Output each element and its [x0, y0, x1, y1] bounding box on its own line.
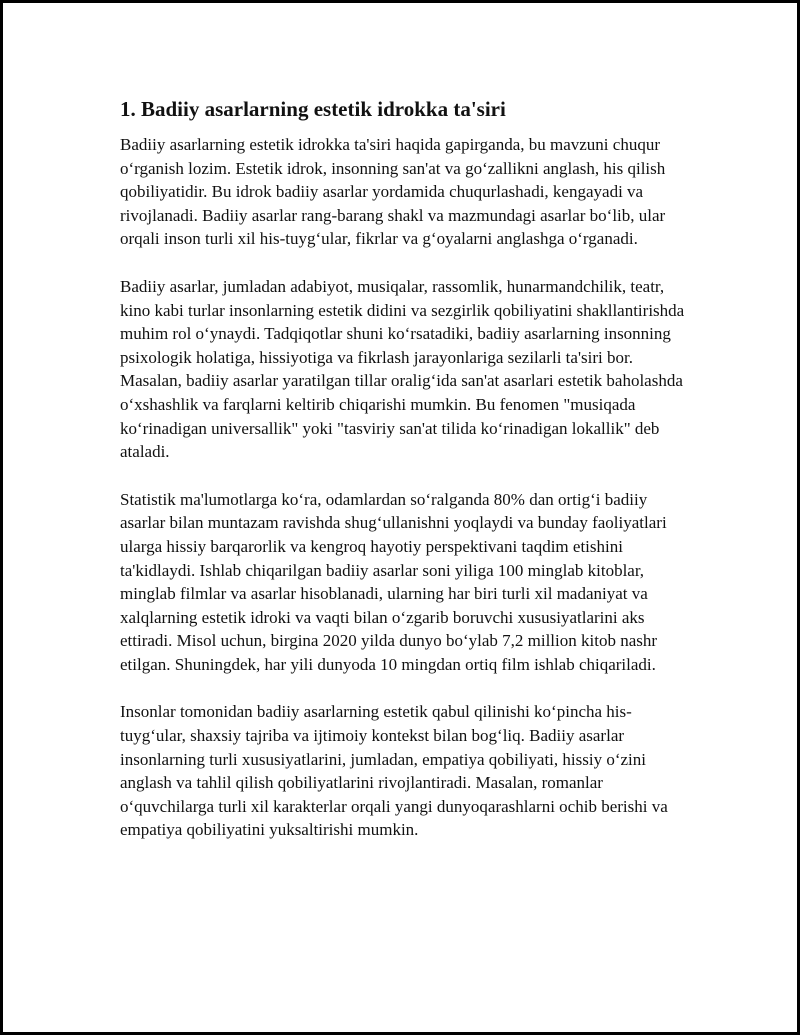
paragraph-2: Badiiy asarlar, jumladan adabiyot, musiqalar, rassomlik, hunarmandchilik, teatr, kino kabi turlar insonlarning estetik didini va sezgirlik qobiliyatini shakllantirishda muhim rol o‘ynaydi. Tadqiqotlar shuni ko‘rsatadiki, badiiy asarlarning insonning psixologik holatiga, hissiyotiga va fikrlash jarayonlariga sezilarli ta'siri bor. Masalan, badiiy asarlar yaratilgan tillar oralig‘ida san'at asarlari estetik baholashda o‘xshashlik va farqlarni keltirib chiqarishi mumkin. Bu fenomen "musiqada ko‘rinadigan universallik" yoki "tasviriy san'at tilida ko‘rinadigan lokallik" deb ataladi.: [120, 276, 685, 462]
paragraph-1: Badiiy asarlarning estetik idrokka ta'siri haqida gapirganda, bu mavzuni chuqur o‘rganish lozim. Estetik idrok, insonning san'at va go‘zallikni anglash, his qilish qobiliyatidir. Bu idrok badiiy asarlar yordamida chuqurlashadi, kengayadi va rivojlanadi. Badiiy asarlar rang-barang shakl va mazmundagi asarlar bo‘lib, ular orqali inson turli xil his-tuyg‘ular, fikrlar va g‘oyalarni anglashga o‘rganadi.: [120, 135, 666, 249]
paragraph-3: Statistik ma'lumotlarga ko‘ra, odamlardan so‘ralganda 80% dan ortig‘i badiiy asarlar bilan muntazam ravishda shug‘ullanishni yoqlaydi va bunday faoliyatlari ularga hissiy barqarorlik va kengroq hayotiy perspektivani taqdim etishini ta'kidlaydi. Ishlab chiqarilgan badiiy asarlar soni yiliga 100 minglab kitoblar, minglab filmlar va asarlar hisoblanadi, ularning har biri turli xil madaniyat va xalqlarning estetik idroki va vaqti bilan o‘zgarib boruvchi xususiyatlarini aks ettiradi. Misol uchun, birgina 2020 yilda dunyo bo‘ylab 7,2 million kitob nashr etilgan. Shuningdek, har yili dunyoda 10 mingdan ortiq film ishlab chiqariladi.: [120, 489, 667, 674]
document-body: [120, 96, 690, 866]
section-heading: 1. Badiiy asarlarning estetik idrokka ta'siri: [120, 97, 506, 121]
paragraph-4: Insonlar tomonidan badiiy asarlarning estetik qabul qilinishi ko‘pincha his-tuyg‘ular, shaxsiy tajriba va ijtimoiy kontekst bilan bog‘liq. Badiiy asarlar insonlarning turli xususiyatlarini, jumladan, empatiya qobiliyati, hissiy o‘zini anglash va tahlil qilish qobiliyatlarini rivojlantiradi. Masalan, romanlar o‘quvchilarga turli xil karakterlar orqali yangi dunyoqarashlarni ochib berishi va empatiya qobiliyatini yuksaltirishi mumkin.: [120, 702, 668, 840]
